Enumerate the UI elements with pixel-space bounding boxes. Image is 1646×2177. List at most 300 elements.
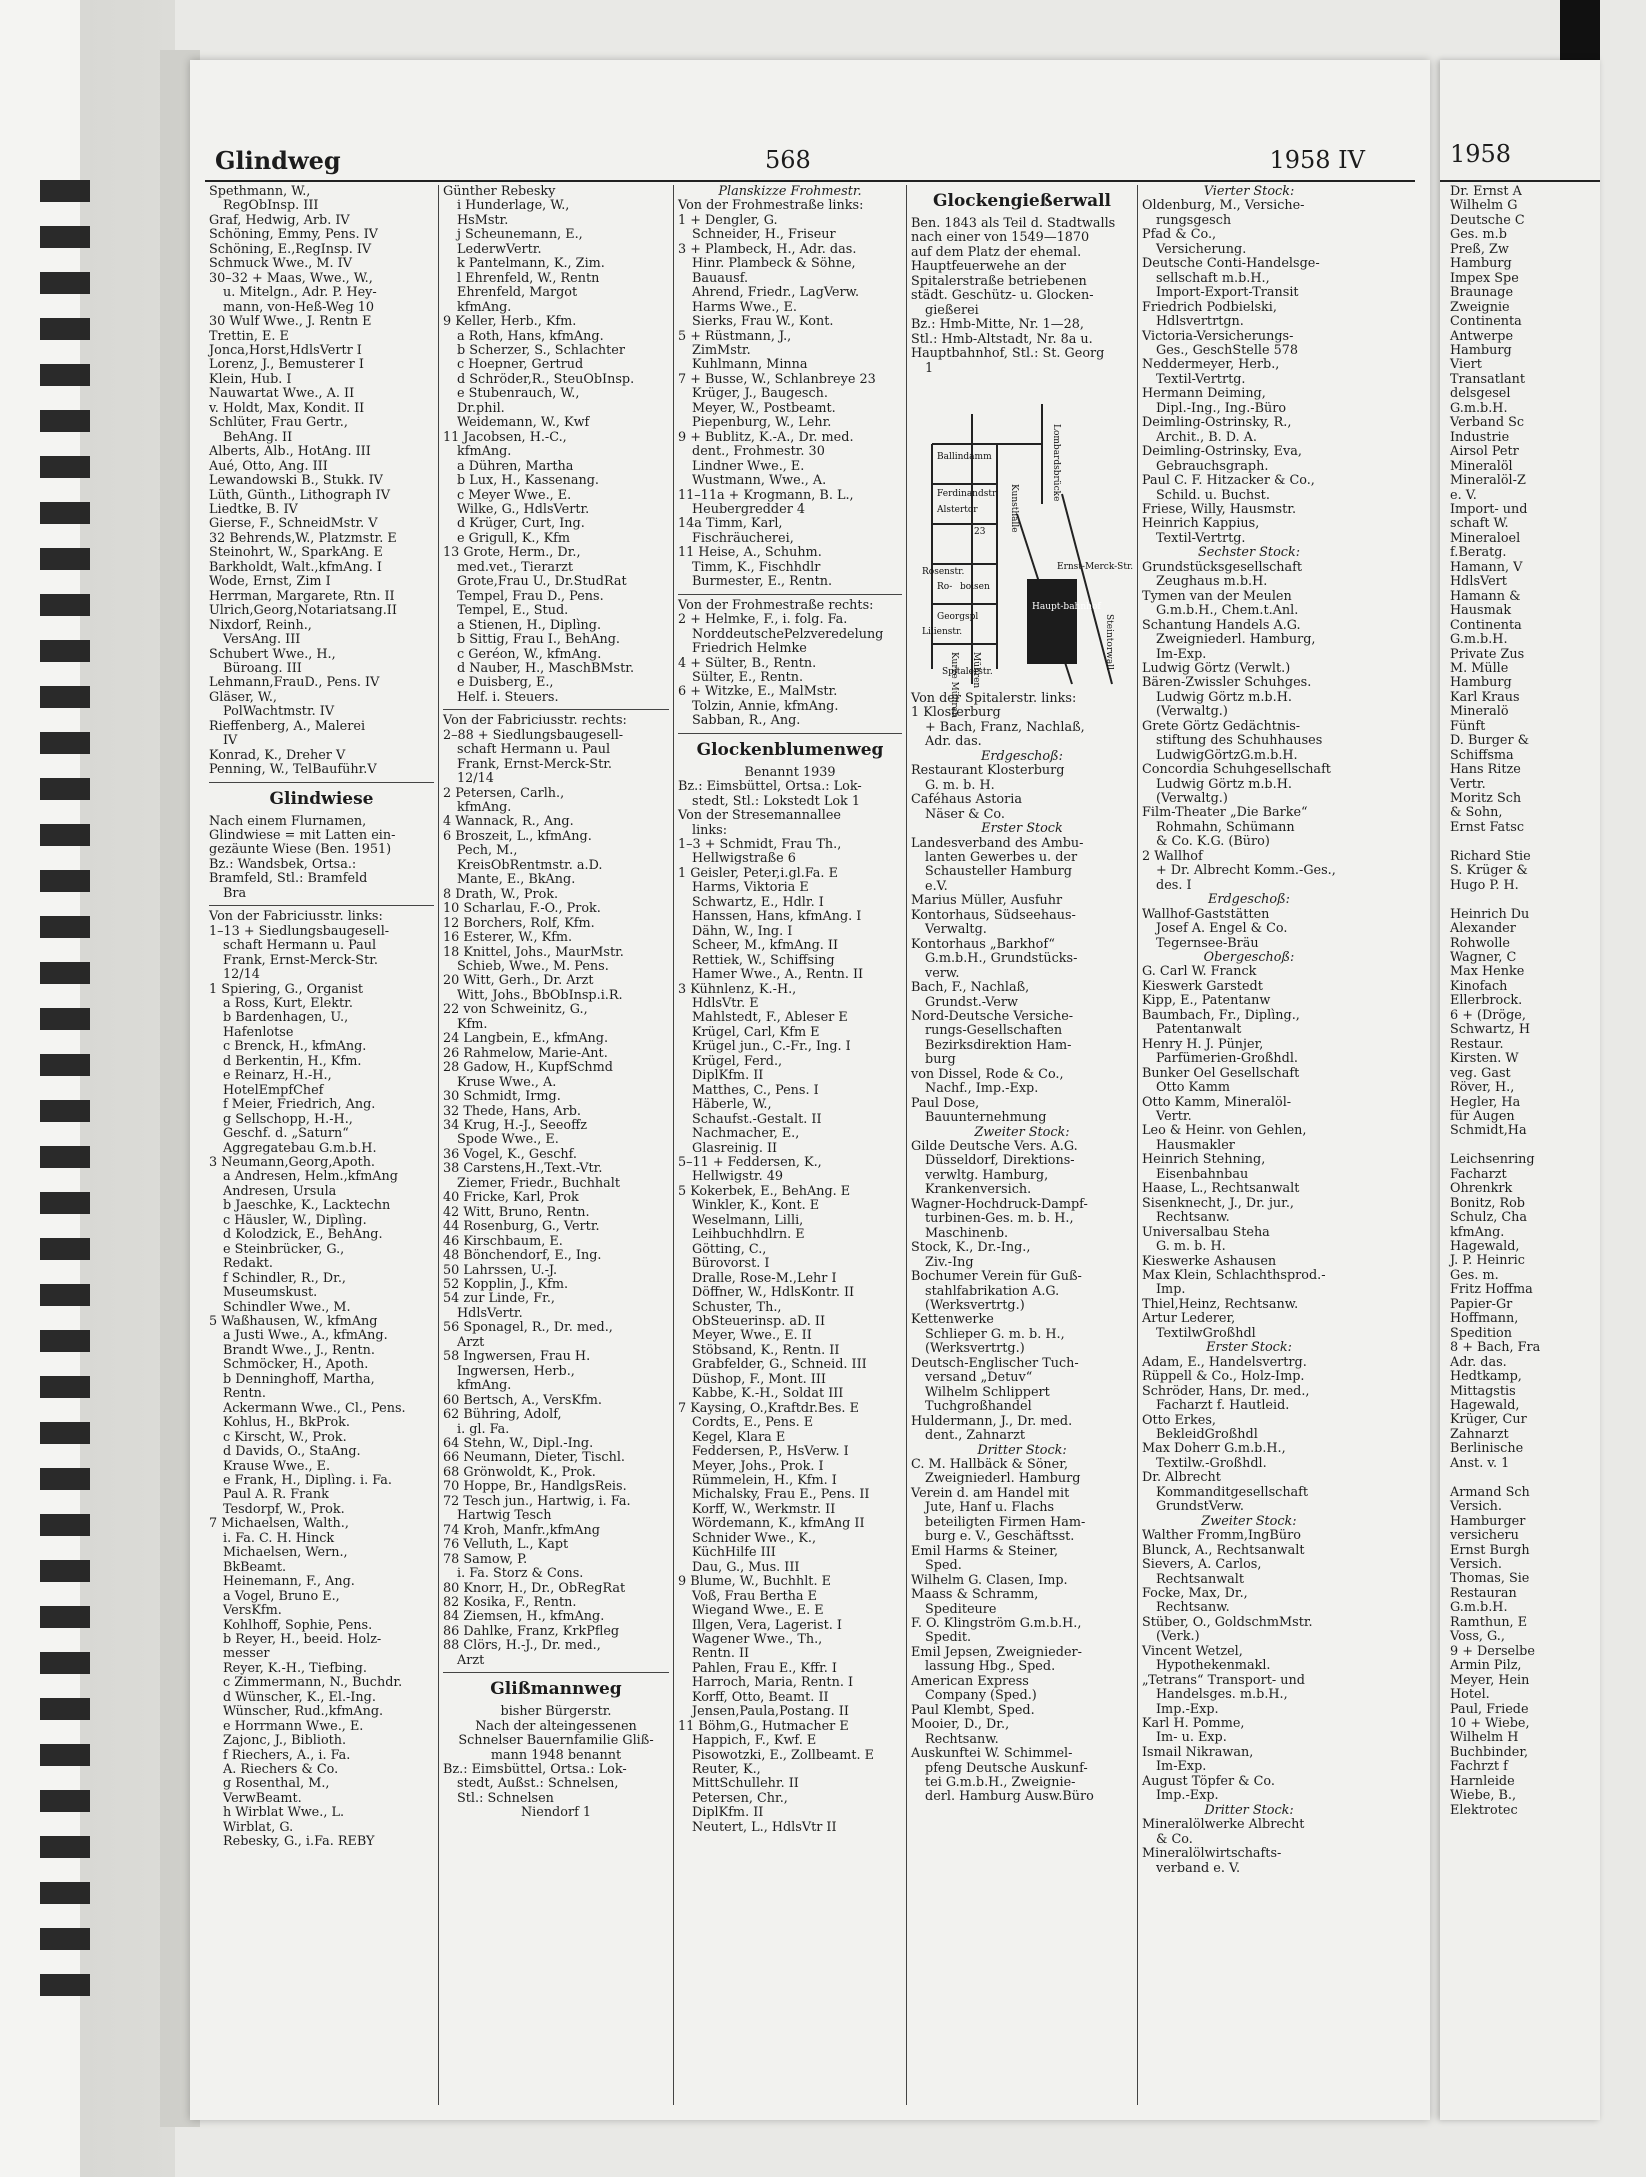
directory-entry: Wilke, G., HdlsVertr. (457, 501, 590, 517)
directory-entry: Dralle, Rose-M.,Lehr I (692, 1270, 837, 1286)
directory-entry: LudwigGörtzG.m.b.H. (1156, 747, 1298, 763)
directory-entry: Schindler Wwe., M. (223, 1299, 351, 1315)
directory-entry: Viert (1450, 357, 1482, 373)
directory-entry: Vertr. (1450, 776, 1486, 792)
column-5 (1137, 185, 1360, 2105)
directory-entry: 46 Kirschbaum, E. (443, 1233, 563, 1249)
directory-entry: med.vet., Tierarzt (457, 559, 574, 575)
directory-entry: 1 Geisler, Peter,i.gl.Fa. E (678, 865, 838, 881)
directory-entry: Bären-Zwissler Schuhges. (1142, 675, 1312, 691)
directory-entry: 74 Kroh, Manfr.,kfmAng (443, 1522, 600, 1538)
directory-entry: Glasreinig. II (692, 1140, 778, 1156)
directory-entry: G. m. b. H. (925, 777, 995, 793)
directory-entry: Neddermeyer, Herb., (1142, 357, 1280, 373)
directory-entry: Hauptbahnhof, Stl.: St. Georg (911, 346, 1105, 362)
map-label: Lombardsbrücke (1051, 423, 1061, 502)
directory-entry: Spethmann, W., (209, 184, 311, 199)
directory-entry: turbinen-Ges. m. b. H., (925, 1211, 1074, 1227)
directory-entry: Hauptfeuerwehe an der (911, 259, 1066, 275)
directory-entry: c Häusler, W., Diplìng. (223, 1212, 367, 1228)
directory-entry: l Ehrenfeld, W., Rentn (457, 270, 600, 286)
directory-entry: Hellwigstr. 49 (692, 1169, 783, 1185)
directory-entry: v. Holdt, Max, Kondit. II (209, 400, 365, 416)
directory-entry: dent., Zahnarzt (925, 1428, 1025, 1444)
directory-entry: G.m.b.H. (1450, 1600, 1508, 1616)
directory-entry: e Frank, H., Diplìng. i. Fa. (223, 1472, 392, 1488)
directory-entry: Feddersen, P., HsVerw. I (692, 1444, 849, 1460)
directory-entry: 2 + Helmke, F., i. folg. Fa. (678, 612, 848, 628)
directory-entry: Tymen van der Meulen (1142, 588, 1292, 604)
floor-heading: Zweiter Stock: (974, 1124, 1070, 1140)
directory-entry: Berlinische (1450, 1441, 1524, 1457)
directory-entry: Rieffenberg, A., Malerei (209, 718, 366, 734)
directory-entry: Harms, Viktoria E (692, 880, 809, 896)
directory-entry: Rümmelein, H., Kfm. I (692, 1472, 837, 1488)
directory-entry: Grundst.-Verw (925, 994, 1018, 1010)
directory-entry: Ellerbrock. (1450, 993, 1523, 1009)
directory-entry: 1–13 + Siedlungsbaugesell- (209, 923, 390, 939)
directory-entry: Hypothekenmakl. (1156, 1658, 1271, 1674)
directory-entry: Antwerpe (1450, 328, 1514, 344)
directory-entry: u. Mitelgn., Adr. P. Hey- (223, 285, 377, 301)
directory-entry: d Davids, O., StaAng. (223, 1444, 361, 1460)
directory-entry: Grundstücksgesellschaft (1142, 559, 1303, 575)
directory-entry: Sievers, A. Carlos, (1142, 1557, 1262, 1573)
directory-entry: Schöning, E.,RegInsp. IV (209, 241, 372, 257)
directory-entry: d Nauber, H., MaschBMstr. (457, 660, 635, 676)
map-label: Alstertor (937, 504, 978, 515)
directory-entry: Paul Klembt, Sped. (911, 1702, 1035, 1718)
street-note: Niendorf 1 (520, 1805, 592, 1821)
directory-entry: A. Riechers & Co. (223, 1762, 339, 1778)
directory-entry: Steinohrt, W., SparkAng. E (209, 545, 383, 561)
directory-entry: Preß, Zw (1450, 241, 1509, 257)
street-note: Schnelser Bauernfamilie Gliß- (458, 1733, 654, 1749)
directory-entry: Zweigniederl. Hamburg, (1156, 632, 1316, 648)
directory-entry: Bürovorst. I (692, 1256, 770, 1272)
directory-entry: Ben. 1843 als Teil d. Stadtwalls (911, 216, 1116, 231)
column-2 (438, 185, 673, 2105)
directory-entry: Imp. (1156, 1282, 1186, 1298)
directory-entry: Fischräucherei, (692, 530, 794, 546)
directory-entry: Hans Ritze (1450, 762, 1521, 778)
directory-entry: Schwartz, E., Hdlr. I (692, 894, 824, 910)
directory-entry: G.m.b.H., Chem.t.Anl. (1156, 603, 1299, 619)
directory-entry: Petersen, Chr., (692, 1790, 788, 1806)
directory-entry: Voss, G., (1450, 1629, 1505, 1645)
directory-entry: Spode Wwe., E. (457, 1132, 559, 1148)
adjacent-column (1446, 185, 1646, 2105)
directory-entry: Restaur. (1450, 1036, 1504, 1052)
directory-entry: 72 Tesch jun., Hartwig, i. Fa. (443, 1493, 631, 1509)
directory-entry: Stl.: Schnelsen (457, 1790, 554, 1806)
directory-entry: b Scherzer, S., Schlachter (457, 342, 625, 358)
directory-entry: Wilhelm Schlippert (925, 1384, 1050, 1400)
directory-entry: HsMstr. (457, 212, 509, 228)
directory-entry: beteiligten Firmen Ham- (925, 1514, 1086, 1530)
directory-entry: 44 Rosenburg, G., Vertr. (443, 1219, 600, 1235)
directory-entry: Thiel,Heinz, Rechtsanw. (1142, 1296, 1299, 1312)
directory-entry: Bz.: Hmb-Mitte, Nr. 1—28, (911, 317, 1084, 333)
directory-entry: Ludwig Görtz m.b.H. (1156, 689, 1292, 705)
directory-entry: Braunage (1450, 285, 1514, 301)
directory-entry: 4 Wannack, R., Ang. (443, 814, 574, 830)
directory-entry: ZimMstr. (692, 342, 751, 358)
directory-entry: Henry H. J. Pünjer, (1142, 1036, 1264, 1052)
directory-entry: + Dr. Albrecht Komm.-Ges., (1156, 863, 1336, 879)
directory-entry: Verein d. am Handel mit (911, 1485, 1070, 1501)
directory-entry: Harms Wwe., E. (692, 299, 797, 315)
directory-entry: i. Fa. C. H. Hinck (223, 1530, 335, 1546)
directory-entry: Schiffsma (1450, 747, 1514, 763)
directory-entry: 30 Wulf Wwe., J. Rentn E (209, 314, 372, 330)
directory-entry: Buchbinder, (1450, 1744, 1529, 1760)
directory-entry: Schaufst.-Gestalt. II (692, 1111, 822, 1127)
directory-entry: Meyer, W., Postbeamt. (692, 400, 836, 416)
directory-entry: Ingwersen, Herb., (457, 1363, 575, 1379)
adjacent-header-rule (1440, 180, 1600, 182)
floor-heading: Zweiter Stock: (1201, 1513, 1297, 1529)
directory-entry: Kirsten. W (1450, 1051, 1519, 1067)
directory-entry: Dau, G., Mus. III (692, 1559, 800, 1575)
street-note: Nach der alteingessenen (475, 1718, 637, 1734)
directory-entry: VersAng. III (223, 632, 301, 648)
directory-entry: 84 Ziemsen, H., kfmAng. (443, 1609, 605, 1625)
directory-entry: S. Krüger & (1450, 863, 1528, 879)
directory-entry: a Roth, Hans, kfmAng. (457, 328, 604, 344)
directory-entry: Hdlsvertrtgn. (1156, 314, 1244, 330)
directory-entry: 36 Vogel, K., Geschf. (443, 1146, 577, 1162)
directory-entry: Versich. (1450, 1556, 1502, 1572)
directory-entry: DiplKfm. II (692, 1068, 764, 1084)
directory-entry: Ernst Fatsc (1450, 819, 1524, 835)
directory-entry: 66 Neumann, Dieter, Tischl. (443, 1450, 625, 1466)
directory-entry: Bra (223, 885, 247, 901)
book-edge-marks (40, 180, 90, 2020)
section-rule (443, 1672, 669, 1673)
directory-entry: 52 Kopplin, J., Kfm. (443, 1276, 569, 1292)
directory-entry: Paul, Friede (1450, 1701, 1529, 1717)
directory-entry: HdlsVertr. (457, 1305, 523, 1321)
directory-entry: Mante, E., BkAng. (457, 872, 576, 888)
directory-entry: f Meier, Friedrich, Ang. (223, 1097, 376, 1113)
directory-entry: Richard Stie (1450, 848, 1531, 864)
directory-entry: Von der Fabriciusstr. rechts: (443, 713, 627, 729)
directory-entry: Fritz Hoffma (1450, 1282, 1533, 1298)
directory-entry: VersKfm. (223, 1603, 282, 1619)
directory-entry: Korff, W., Werkmstr. II (692, 1501, 836, 1517)
directory-entry: kfmAng. (457, 800, 512, 816)
directory-entry: Wiebe, B., (1450, 1788, 1517, 1804)
directory-entry: D. Burger & (1450, 733, 1530, 749)
directory-entry: Rechtsanwalt (1156, 1571, 1245, 1587)
directory-entry: GrundstVerw. (1156, 1499, 1244, 1515)
directory-entry: Kontorhaus „Barkhof“ (911, 936, 1055, 952)
street-note: Benannt 1939 (744, 764, 836, 780)
directory-entry: Zeughaus m.b.H. (1156, 574, 1268, 590)
directory-entry: Sabban, R., Ang. (692, 713, 801, 729)
directory-entry: 22 von Schweinitz, G., (443, 1002, 588, 1018)
directory-entry: Krause Wwe., E. (223, 1458, 331, 1474)
directory-entry: Götting, C., (692, 1241, 767, 1257)
directory-entry: Parfümerien-Großhdl. (1156, 1051, 1299, 1067)
directory-entry: Leichsenring (1450, 1152, 1535, 1168)
directory-entry: 28 Gadow, H., KupfSchmd (443, 1060, 613, 1076)
directory-entry: Matthes, C., Pens. I (692, 1082, 819, 1098)
directory-entry: 11–11a + Krogmann, B. L., (678, 487, 854, 503)
directory-entry: mann, von-Heß-Weg 10 (223, 299, 375, 315)
directory-entry: Krüger, J., Baugesch. (692, 386, 828, 402)
directory-entry: schaft Hermann u. Paul (223, 938, 377, 954)
directory-entry: Konrad, K., Dreher V (209, 747, 346, 763)
directory-entry: d Wünscher, K., El.-Ing. (223, 1689, 376, 1705)
directory-entry: c Kirscht, W., Prok. (223, 1429, 347, 1445)
directory-entry: Frank, Ernst-Merck-Str. (457, 756, 612, 772)
directory-entry: 76 Velluth, L., Kapt (443, 1537, 569, 1553)
directory-entry (1450, 1471, 1642, 1485)
directory-entry: Textil-Vertrtg. (1156, 530, 1246, 546)
directory-entry: Spedition (1450, 1325, 1512, 1341)
directory-entry: Friedrich Podbielski, (1142, 299, 1277, 315)
directory-entry: Gebrauchsgraph. (1156, 458, 1269, 474)
directory-entry: Mineralölwirtschafts- (1142, 1846, 1282, 1862)
directory-entry: 1 (925, 360, 934, 376)
directory-entry: Zajonc, J., Biblioth. (223, 1733, 347, 1749)
directory-entry: Redakt. (223, 1256, 273, 1272)
directory-entry: Tolzin, Annie, kfmAng. (692, 698, 839, 714)
directory-entry: Ziv.-Ing (925, 1254, 974, 1270)
directory-entry: Krüger, Cur (1450, 1412, 1527, 1428)
directory-entry: Scheer, M., kfmAng. II (692, 938, 839, 954)
directory-entry: Lehmann,FrauD., Pens. IV (209, 675, 380, 691)
directory-entry: Tegernsee-Bräu (1156, 935, 1259, 951)
directory-entry: Industrie (1450, 429, 1510, 445)
directory-entry: Rettiek, W., Schiffsing (692, 952, 835, 968)
directory-entry: Spitalerstraße betriebenen (911, 273, 1087, 289)
directory-entry: 7 Michaelsen, Walth., (209, 1516, 349, 1532)
directory-entry: 38 Carstens,H.,Text.-Vtr. (443, 1161, 603, 1177)
directory-entry: 9 + Bublitz, K.-A., Dr. med. (678, 429, 854, 445)
directory-entry: Geschf. d. „Saturn“ (223, 1126, 349, 1142)
directory-entry: & Co. K.G. (Büro) (1156, 834, 1270, 850)
directory-entry: Sierks, Frau W., Kont. (692, 314, 834, 330)
directory-entry: Arzt (457, 1334, 485, 1350)
directory-entry: Von der Stresemannallee (678, 808, 841, 824)
directory-entry: BehAng. II (223, 429, 293, 445)
map-label: Kurze Mühren (949, 651, 959, 718)
directory-entry: Haase, L., Rechtsanwalt (1142, 1181, 1300, 1197)
directory-entry: Emil Harms & Steiner, (911, 1543, 1059, 1559)
directory-entry: Mineralölwerke Albrecht (1142, 1817, 1305, 1833)
directory-entry: C. M. Hallbäck & Söner, (911, 1457, 1069, 1472)
directory-entry: Brandt Wwe., J., Rentn. (223, 1342, 375, 1358)
directory-entry: Hausmak (1450, 603, 1512, 619)
directory-entry: Kommanditgesellschaft (1156, 1484, 1309, 1500)
directory-entry: Rentn. (223, 1386, 266, 1402)
directory-entry: d Berkentin, H., Kfm. (223, 1053, 362, 1069)
directory-entry: Heinemann, F., Ang. (223, 1574, 355, 1590)
directory-entry: 50 Lahrssen, U.-J. (443, 1262, 558, 1278)
directory-entry: Andresen, Ursula (223, 1183, 337, 1199)
directory-entry: & Co. (1156, 1831, 1193, 1847)
directory-entry: Transatlant (1450, 371, 1525, 387)
directory-entry: Hagewald, (1450, 1239, 1520, 1255)
directory-entry: Michalsky, Frau E., Pens. II (692, 1487, 870, 1503)
directory-entry: d Kolodzick, E., BehAng. (223, 1227, 383, 1243)
directory-entry: M. Mülle (1450, 660, 1509, 676)
directory-entry: 8 Drath, W., Prok. (443, 886, 559, 902)
directory-entry: Hotel. (1450, 1687, 1490, 1703)
directory-entry: ObSteuerinsp. aD. II (692, 1313, 826, 1329)
directory-entry: 3 Neumann,Georg,Apoth. (209, 1155, 376, 1170)
directory-entry: Maass & Schramm, (911, 1587, 1039, 1603)
directory-entry: 48 Bönchendorf, E., Ing. (443, 1248, 602, 1264)
directory-entry: Impex Spe (1450, 270, 1519, 286)
column-1 (205, 185, 438, 2105)
directory-entry: i Hunderlage, W., (457, 198, 570, 214)
directory-entry: 16 Esterer, W., Kfm. (443, 930, 573, 946)
directory-entry: Krügel jun., C.-Fr., Ing. I (692, 1039, 851, 1055)
directory-entry: Wagner-Hochdruck-Dampf- (911, 1196, 1088, 1212)
directory-entry: Rohwolle (1450, 935, 1510, 951)
directory-entry: Stöbsand, K., Rentn. II (692, 1342, 840, 1358)
directory-entry: Krankenversich. (925, 1182, 1032, 1198)
directory-entry: Josef A. Engel & Co. (1156, 921, 1288, 937)
directory-entry: Bach, F., Nachlaß, (911, 980, 1030, 996)
directory-entry: rungsgesch (1156, 212, 1232, 228)
directory-entry: Facharzt f. Hautleid. (1156, 1398, 1290, 1414)
directory-entry: 56 Sponagel, R., Dr. med., (443, 1320, 613, 1336)
directory-entry: August Töpfer & Co. (1142, 1773, 1275, 1789)
directory-entry: 9 Keller, Herb., Kfm. (443, 314, 577, 330)
directory-entry: Facharzt (1450, 1166, 1507, 1182)
directory-entry: Schneider, H., Friseur (692, 227, 836, 243)
directory-entry: Museumskust. (223, 1285, 318, 1301)
directory-entry: Victoria-Versicherungs- (1142, 328, 1294, 344)
directory-entry: Kettenwerke (911, 1312, 994, 1328)
directory-entry: Heubergredder 4 (692, 501, 806, 517)
directory-entry: Hausmakler (1156, 1137, 1235, 1153)
directory-entry: Wustmann, Wwe., A. (692, 473, 827, 489)
directory-entry: 5 Waßhausen, W., kfmAng (209, 1313, 378, 1329)
directory-entry: e Stubenrauch, W., (457, 386, 580, 402)
directory-entry: Penning, W., TelBauführ.V (209, 762, 377, 778)
directory-entry: Aué, Otto, Ang. III (209, 458, 328, 474)
directory-entry: messer (223, 1646, 270, 1662)
directory-entry: 3 Kühnlenz, K.-H., (678, 981, 797, 997)
directory-entry: Wallhof-Gaststätten (1142, 906, 1270, 922)
directory-entry: Adr. das. (1450, 1354, 1507, 1370)
directory-entry: 14a Timm, Karl, (678, 516, 783, 532)
directory-entry: 12 Borchers, Rolf, Kfm. (443, 915, 595, 931)
directory-entry: Von der Spitalerstr. links: (911, 690, 1077, 706)
directory-entry: 2–88 + Siedlungsbaugesell- (443, 727, 624, 743)
directory-entry: 10 + Wiebe, (1450, 1715, 1530, 1731)
directory-entry: Pech, M., (457, 843, 518, 859)
directory-entry: a Dühren, Martha (457, 458, 574, 474)
directory-entry: Rebesky, G., i.Fa. REBY (223, 1834, 375, 1850)
directory-entry: Weselmann, Lilli, (692, 1212, 804, 1228)
page-header (205, 140, 1415, 182)
directory-entry: Hanssen, Hans, kfmAng. I (692, 909, 862, 925)
directory-entry: c Hoepner, Gertrud (457, 357, 584, 373)
directory-entry: Moritz Sch (1450, 791, 1522, 807)
directory-entry: HdlsVert (1450, 574, 1507, 590)
directory-entry: dent., Frohmestr. 30 (692, 444, 825, 460)
directory-entry: 58 Ingwersen, Frau H. (443, 1349, 591, 1365)
directory-entry: nach einer von 1549—1870 (911, 230, 1090, 246)
directory-entry: Grabfelder, G., Schneid. III (692, 1357, 867, 1373)
directory-entry: Restaurant Klosterburg (911, 763, 1065, 779)
directory-entry: 68 Grönwoldt, K., Prok. (443, 1464, 596, 1480)
directory-entry: versand „Detuv“ (925, 1370, 1033, 1386)
directory-entry: (Werksvertrtg.) (925, 1341, 1025, 1357)
directory-entry: Kohlus, H., BkProk. (223, 1415, 350, 1431)
directory-entry: a Ross, Kurt, Elektr. (223, 996, 353, 1012)
directory-entry: 11 Heise, A., Schuhm. (678, 545, 822, 561)
directory-entry: Tuchgroßhandel (925, 1399, 1032, 1415)
directory-entry: b Bardenhagen, U., (223, 1010, 349, 1026)
directory-entry: Deutsch-Englischer Tuch- (911, 1355, 1079, 1371)
directory-entry: Zahnarzt (1450, 1426, 1509, 1442)
directory-entry: Ludwig Görtz (Verwlt.) (1142, 660, 1291, 676)
directory-entry: Pahlen, Frau E., Kffr. I (692, 1660, 837, 1676)
directory-entry: Deimling-Ostrinsky, Eva, (1142, 444, 1302, 460)
directory-entry: Schröder, Hans, Dr. med., (1142, 1383, 1310, 1399)
directory-entry: Barkholdt, Walt.,kfmAng. I (209, 559, 382, 575)
directory-entry: Stock, K., Dr.-Ing., (911, 1240, 1031, 1256)
directory-entry: NorddeutschePelzveredelung (692, 626, 884, 642)
directory-entry: stedt, Außst.: Schnelsen, (457, 1776, 619, 1792)
directory-entry: Jonca,Horst,HdlsVertr I (209, 342, 362, 358)
directory-entry: 78 Samow, P. (443, 1551, 528, 1567)
directory-entry: Baumbach, Fr., Diplìng., (1142, 1007, 1300, 1023)
directory-entry: Bz.: Eimsbüttel, Ortsa.: Lok- (678, 779, 862, 795)
directory-entry: stiftung des Schuhhauses (1156, 733, 1323, 749)
directory-entry: DiplKfm. II (692, 1805, 764, 1821)
street-heading: Glockengießerwall (932, 191, 1112, 211)
directory-entry: Walther Fromm,IngBüro (1142, 1528, 1301, 1544)
directory-entry: c Brenck, H., kfmAng. (223, 1039, 367, 1055)
directory-entry: Dr. Albrecht (1142, 1470, 1221, 1486)
directory-entry: Hamer Wwe., A., Rentn. II (692, 967, 864, 983)
directory-entry: Hedtkamp, (1450, 1369, 1522, 1385)
directory-entry: 10 Scharlau, F.-O., Prok. (443, 901, 601, 917)
directory-entry: veg. Gast (1450, 1065, 1511, 1081)
map-label: Ballindamm (937, 451, 992, 462)
directory-entry: Rüppell & Co., Holz-Imp. (1142, 1369, 1305, 1385)
map-label: Lilienstr. (922, 626, 963, 637)
directory-entry: Röver, H., (1450, 1080, 1515, 1096)
directory-entry: Ges., GeschStelle 578 (1156, 342, 1299, 358)
directory-entry: 64 Stehn, W., Dipl.-Ing. (443, 1435, 594, 1451)
directory-entry: Emil Jepsen, Zweignieder- (911, 1644, 1082, 1660)
street-heading: Glockenblumenweg (696, 739, 884, 760)
directory-entry: lanten Gewerbes u. der (925, 849, 1078, 865)
directory-entry: Schwartz, H (1450, 1022, 1531, 1038)
directory-entry: 7 + Busse, W., Schlanbreye 23 (678, 371, 876, 387)
directory-entry: Bz.: Eimsbüttel, Ortsa.: Lok- (443, 1762, 627, 1778)
directory-entry: Papier-Gr (1450, 1296, 1513, 1312)
directory-entry: Kipp, E., Patentanw (1142, 993, 1271, 1009)
section-rule (209, 782, 434, 783)
directory-entry: gießerei (925, 302, 979, 318)
directory-entry: Friedrich Helmke (692, 641, 807, 657)
directory-entry: LederwVertr. (457, 241, 542, 257)
directory-entry: burg e. V., Geschäftsst. (925, 1529, 1075, 1545)
directory-entry: Klein, Hub. I (209, 371, 292, 387)
directory-entry: TextilwGroßhdl (1156, 1325, 1256, 1341)
